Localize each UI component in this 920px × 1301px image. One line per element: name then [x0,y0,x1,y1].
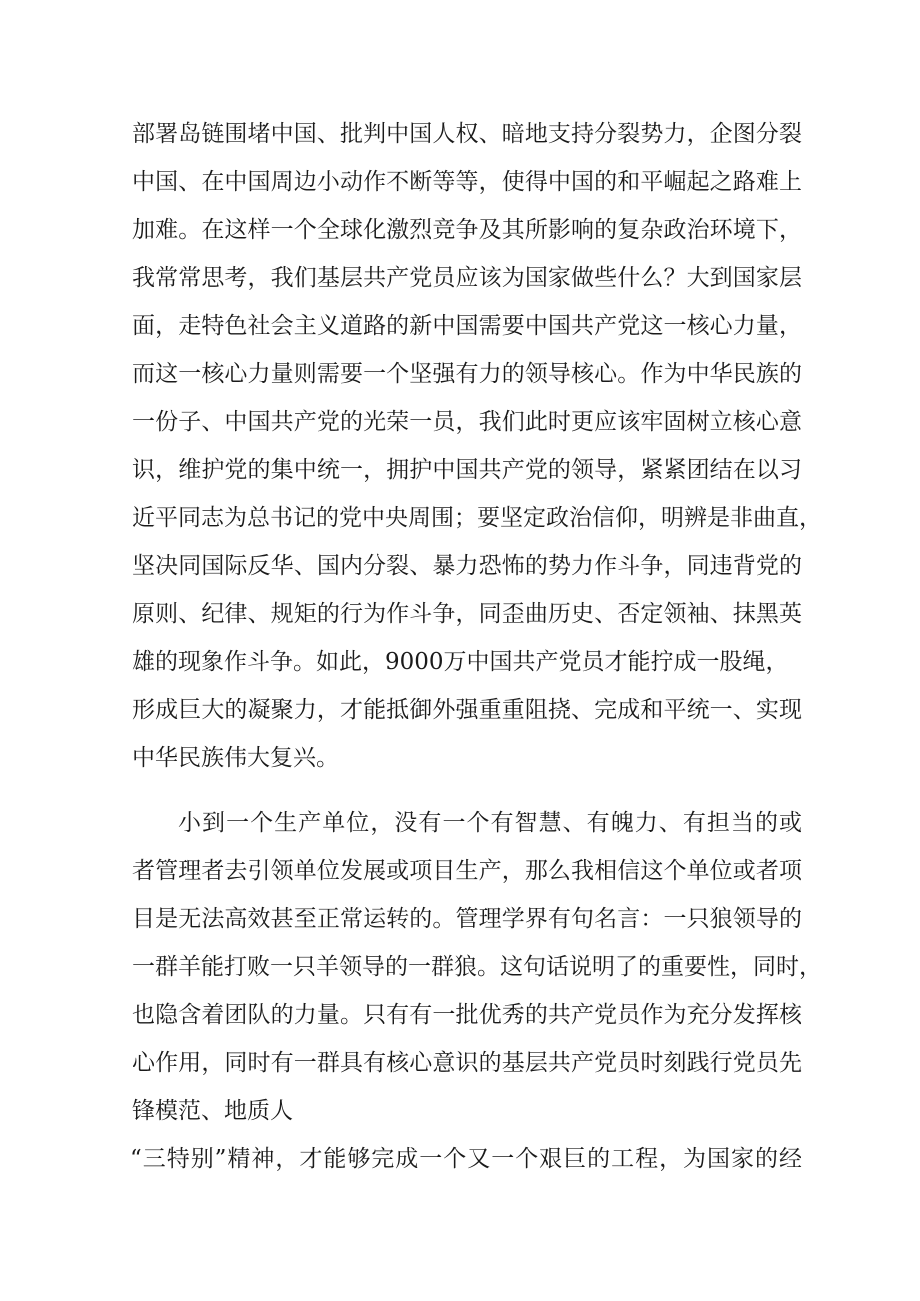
text-line: 心作用，同时有一群具有核心意识的基层共产党员时刻践行党员先 [132,1050,802,1076]
text-line: 目是无法高效甚至正常运转的。管理学界有句名言：一只狼领导的 [132,906,802,932]
document-body [130,110,822,1183]
text-line: 我常常思考，我们基层共产党员应该为国家做些什么？大到国家层 [132,265,802,291]
text-line: 也隐含着团队的力量。只有有一批优秀的共产党员作为充分发挥核 [132,1002,802,1028]
text-line: 雄的现象作斗争。如此，9000万中国共产党员才能拧成一股绳， [132,649,789,675]
text-line: 小到一个生产单位，没有一个有智慧、有魄力、有担当的或 [178,810,802,836]
text-line: 部署岛链围堵中国、批判中国人权、暗地支持分裂势力，企图分裂 [132,121,802,147]
text-line: 一份子、中国共产党的光荣一员，我们此时更应该牢固树立核心意 [132,409,802,435]
paragraph-2 [132,799,822,1135]
text-line: 加难。在这样一个全球化激烈竞争及其所影响的复杂政治环境下， [132,217,802,243]
text-line: 近平同志为总书记的党中央周围；要坚定政治信仰，明辨是非曲直， [132,505,822,531]
text-line: 坚决同国际反华、国内分裂、暴力恐怖的势力作斗争，同违背党的 [132,553,802,579]
text-line: 中国、在中国周边小动作不断等等，使得中国的和平崛起之路难上 [132,169,802,195]
text-line: 者管理者去引领单位发展或项目生产，那么我相信这个单位或者项 [132,858,802,884]
paragraph-spacing [132,782,802,799]
paragraph-1 [132,110,822,782]
text-line: 识，维护党的集中统一，拥护中国共产党的领导，紧紧团结在以习 [132,457,802,483]
text-line: 面，走特色社会主义道路的新中国需要中国共产党这一核心力量， [132,313,802,339]
text-line: 而这一核心力量则需要一个坚强有力的领导核心。作为中华民族的 [132,361,802,387]
text-line: 锋模范、地质人 [132,1098,293,1124]
text-line: 形成巨大的凝聚力，才能抵御外强重重阻挠、完成和平统一、实现 [132,697,802,723]
text-line: 原则、纪律、规矩的行为作斗争，同歪曲历史、否定领袖、抹黑英 [132,601,802,627]
text-line: 中华民族伟大复兴。 [132,745,339,771]
paragraph-3 [132,1135,802,1183]
text-line: 一群羊能打败一只羊领导的一群狼。这句话说明了的重要性，同时， [132,954,822,980]
text-line: “三特别”精神，才能够完成一个又一个艰巨的工程，为国家的经 [130,1146,802,1172]
